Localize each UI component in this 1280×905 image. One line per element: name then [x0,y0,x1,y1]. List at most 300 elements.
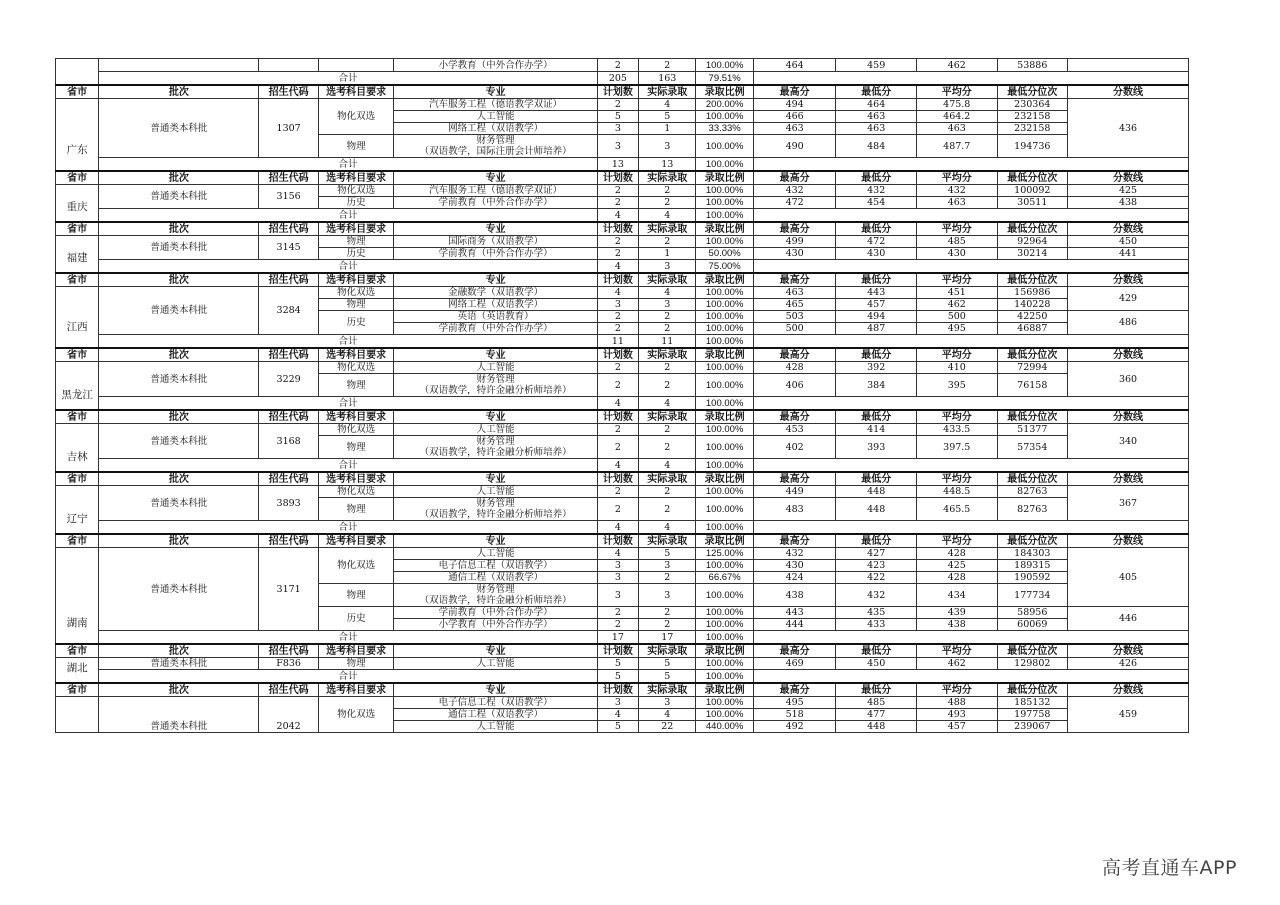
admission-ratio-cell: 100.00% [696,197,753,209]
column-header: 平均分 [916,644,997,658]
min-rank-cell: 230364 [997,99,1067,111]
min-score-cell: 464 [836,99,917,111]
column-header: 批次 [99,171,259,185]
plan-count-cell: 2 [597,374,638,397]
score-line-cell: 438 [1068,197,1189,209]
max-score-cell: 518 [753,709,836,721]
table-row [56,548,1189,560]
max-score-cell: 463 [753,287,836,299]
min-score-cell: 393 [836,436,917,459]
admission-ratio-cell: 440.00% [696,721,753,733]
max-score-cell: 483 [753,498,836,521]
column-header: 专业 [394,472,597,486]
total-ratio: 75.00% [696,260,753,274]
actual-admitted-cell: 2 [639,619,696,631]
header-row [56,683,1189,697]
min-rank-cell: 58956 [997,607,1067,619]
avg-score-cell: 395 [916,374,997,397]
province-cell: 福建 [56,236,99,274]
column-header: 批次 [99,222,259,236]
column-header: 实际录取 [639,534,696,548]
column-header: 选考科目要求 [318,85,394,99]
subject-requirement-cell: 物化双选 [318,697,394,733]
actual-admitted-cell: 2 [639,424,696,436]
min-score-cell: 494 [836,311,917,323]
column-header: 实际录取 [639,472,696,486]
batch-cell: 普通类本科批 [99,658,259,670]
column-header: 专业 [394,410,597,424]
admission-ratio-cell: 100.00% [696,185,753,197]
admission-ratio-cell: 100.00% [696,299,753,311]
total-actual: 17 [639,631,696,645]
column-header: 分数线 [1068,410,1189,424]
min-score-cell: 472 [836,236,917,248]
admission-ratio-cell: 100.00% [696,486,753,498]
column-header: 招生代码 [259,410,318,424]
plan-count-cell: 2 [597,486,638,498]
major-cell: 人工智能 [394,111,597,123]
plan-count-cell: 3 [597,572,638,584]
column-header: 实际录取 [639,644,696,658]
column-header: 最高分 [753,534,836,548]
major-cell: 人工智能 [394,658,597,670]
min-rank-cell: 194736 [997,135,1067,158]
actual-admitted-cell: 4 [639,709,696,721]
max-score-cell: 443 [753,607,836,619]
header-row [56,534,1189,548]
admission-ratio-cell: 100.00% [696,311,753,323]
province-cell: 黑龙江 [56,362,99,411]
max-score-cell: 424 [753,572,836,584]
total-plan: 4 [597,397,638,411]
avg-score-cell: 439 [916,607,997,619]
min-rank-cell: 82763 [997,498,1067,521]
column-header: 录取比例 [696,410,753,424]
column-header: 招生代码 [259,534,318,548]
province-cell: 广东 [56,99,99,172]
column-header: 录取比例 [696,222,753,236]
column-header: 分数线 [1068,644,1189,658]
column-header: 专业 [394,348,597,362]
admission-ratio-cell: 66.67% [696,572,753,584]
major-cell: 学前教育（中外合作办学） [394,607,597,619]
min-score-cell: 484 [836,135,917,158]
column-header: 最低分位次 [997,683,1067,697]
max-score-cell: 449 [753,486,836,498]
subject-requirement-cell: 物化双选 [318,548,394,584]
total-label: 合计 [99,459,597,473]
major-cell: 学前教育（中外合作办学） [394,197,597,209]
table-row [56,185,1189,197]
min-score-cell: 435 [836,607,917,619]
min-rank-cell: 177734 [997,584,1067,607]
column-header: 选考科目要求 [318,644,394,658]
max-score-cell: 463 [753,123,836,135]
min-rank-cell: 51377 [997,424,1067,436]
total-actual: 13 [639,158,696,172]
total-row [56,335,1189,349]
min-score-cell: 443 [836,287,917,299]
subject-requirement-cell: 物化双选 [318,486,394,498]
column-header: 计划数 [597,644,638,658]
plan-count-cell: 2 [597,362,638,374]
column-header: 平均分 [916,85,997,99]
major-cell: 网络工程（双语教学） [394,299,597,311]
column-header: 实际录取 [639,348,696,362]
column-header: 录取比例 [696,472,753,486]
major-cell: 学前教育（中外合作办学） [394,248,597,260]
total-actual: 4 [639,209,696,223]
avg-score-cell: 462 [916,299,997,311]
score-line-cell: 367 [1068,486,1189,521]
score-line-cell: 340 [1068,424,1189,459]
min-score-cell: 422 [836,572,917,584]
column-header: 招生代码 [259,171,318,185]
batch-cell: 普通类本科批 [99,99,259,158]
min-rank-cell: 72994 [997,362,1067,374]
total-row [56,158,1189,172]
table-row [56,99,1189,111]
actual-admitted-cell: 2 [639,311,696,323]
column-header: 招生代码 [259,472,318,486]
actual-admitted-cell: 3 [639,560,696,572]
min-rank-cell: 156986 [997,287,1067,299]
major-cell: 人工智能 [394,486,597,498]
plan-count-cell: 3 [597,584,638,607]
total-row [56,459,1189,473]
column-header: 分数线 [1068,683,1189,697]
actual-admitted-cell: 22 [639,721,696,733]
min-score-cell: 414 [836,424,917,436]
avg-score-cell: 463 [916,197,997,209]
column-header: 省市 [56,222,99,236]
actual-admitted-cell: 3 [639,697,696,709]
max-score-cell: 469 [753,658,836,670]
column-header: 招生代码 [259,222,318,236]
score-line-cell: 405 [1068,548,1189,607]
avg-score-cell: 500 [916,311,997,323]
subject-requirement-cell: 历史 [318,607,394,631]
actual-admitted-cell: 2 [639,486,696,498]
min-score-cell: 448 [836,498,917,521]
total-ratio: 100.00% [696,158,753,172]
column-header: 专业 [394,171,597,185]
batch-cell: 普通类本科批 [99,486,259,521]
admission-ratio-cell: 100.00% [696,236,753,248]
column-header: 分数线 [1068,85,1189,99]
total-label: 合计 [99,158,597,172]
total-ratio: 100.00% [696,209,753,223]
plan-count-cell: 4 [597,287,638,299]
major-cell [394,135,597,158]
avg-score-cell: 451 [916,287,997,299]
total-row [56,397,1189,411]
actual-admitted-cell: 3 [639,299,696,311]
plan-count-cell: 2 [597,236,638,248]
header-row [56,171,1189,185]
major-cell: 小学教育（中外合作办学） [394,59,597,72]
column-header: 分数线 [1068,273,1189,287]
admission-ratio-cell: 100.00% [696,323,753,335]
column-header: 批次 [99,273,259,287]
plan-count-cell: 4 [597,709,638,721]
column-header: 最低分 [836,644,917,658]
max-score-cell: 494 [753,99,836,111]
column-header: 选考科目要求 [318,273,394,287]
column-header: 省市 [56,273,99,287]
subject-requirement-cell: 物理 [318,299,394,311]
major-cell: 汽车服务工程（德语教学双证） [394,99,597,111]
column-header: 实际录取 [639,171,696,185]
total-ratio: 100.00% [696,521,753,535]
major-cell: 汽车服务工程（德语教学双证） [394,185,597,197]
column-header: 实际录取 [639,273,696,287]
column-header: 选考科目要求 [318,534,394,548]
column-header: 专业 [394,644,597,658]
total-actual: 4 [639,397,696,411]
min-score-cell: 487 [836,323,917,335]
plan-count-cell: 3 [597,299,638,311]
column-header: 最高分 [753,171,836,185]
plan-count-cell: 5 [597,111,638,123]
total-plan: 4 [597,459,638,473]
column-header: 录取比例 [696,348,753,362]
min-rank-cell: 184303 [997,548,1067,560]
column-header: 最低分位次 [997,472,1067,486]
column-header: 录取比例 [696,171,753,185]
score-line-cell: 446 [1068,607,1189,631]
plan-count-cell: 2 [597,311,638,323]
total-plan: 17 [597,631,638,645]
column-header: 专业 [394,534,597,548]
column-header: 选考科目要求 [318,222,394,236]
subject-requirement-cell: 物化双选 [318,99,394,135]
table-row [56,658,1189,670]
admission-code-cell: 3284 [259,287,318,335]
column-header: 最低分 [836,85,917,99]
admission-ratio-cell: 125.00% [696,548,753,560]
total-row [56,670,1189,684]
min-rank-cell: 92964 [997,236,1067,248]
major-cell: 国际商务（双语教学） [394,236,597,248]
admission-ratio-cell: 100.00% [696,584,753,607]
admission-code-cell: 3171 [259,548,318,631]
avg-score-cell: 465.5 [916,498,997,521]
column-header: 最低分 [836,171,917,185]
batch-cell: 普通类本科批 [99,185,259,209]
min-score-cell: 430 [836,248,917,260]
header-row [56,85,1189,99]
plan-count-cell: 2 [597,607,638,619]
admission-ratio-cell: 100.00% [696,374,753,397]
major-note: （双语教学，特许金融分析师培养） [419,447,572,458]
subject-requirement-cell: 历史 [318,248,394,260]
major-cell: 人工智能 [394,362,597,374]
column-header: 录取比例 [696,534,753,548]
max-score-cell: 499 [753,236,836,248]
score-line-cell: 486 [1068,311,1189,335]
admission-ratio-cell: 100.00% [696,424,753,436]
column-header: 选考科目要求 [318,683,394,697]
subject-requirement-cell: 物化双选 [318,362,394,374]
table-row [56,697,1189,709]
province-cell [56,697,99,733]
column-header: 最低分 [836,472,917,486]
major-name: 财务管理 [476,498,515,509]
total-ratio: 100.00% [696,670,753,684]
actual-admitted-cell: 2 [639,362,696,374]
column-header: 最高分 [753,348,836,362]
major-cell [394,374,597,397]
column-header: 平均分 [916,222,997,236]
max-score-cell: 453 [753,424,836,436]
subject-requirement-cell: 物理 [318,498,394,521]
column-header: 最低分 [836,534,917,548]
column-header: 省市 [56,644,99,658]
min-rank-cell: 30511 [997,197,1067,209]
total-label: 合计 [99,335,597,349]
column-header: 计划数 [597,472,638,486]
max-score-cell: 438 [753,584,836,607]
actual-admitted-cell: 2 [639,236,696,248]
min-rank-cell: 232158 [997,111,1067,123]
column-header: 最高分 [753,273,836,287]
actual-admitted-cell: 2 [639,197,696,209]
plan-count-cell: 2 [597,436,638,459]
column-header: 计划数 [597,410,638,424]
max-score-cell: 402 [753,436,836,459]
min-score-cell: 384 [836,374,917,397]
score-line-cell: 426 [1068,658,1189,670]
plan-count-cell: 5 [597,721,638,733]
admission-ratio-cell: 100.00% [696,619,753,631]
avg-score-cell: 462 [916,658,997,670]
total-plan: 13 [597,158,638,172]
avg-score-cell: 487.7 [916,135,997,158]
total-plan: 11 [597,335,638,349]
min-rank-cell: 239067 [997,721,1067,733]
column-header: 分数线 [1068,222,1189,236]
plan-count-cell: 2 [597,424,638,436]
max-score-cell: 444 [753,619,836,631]
max-score-cell: 490 [753,135,836,158]
min-rank-cell: 190592 [997,572,1067,584]
batch-cell: 普通类本科批 [99,548,259,631]
plan-count-cell: 2 [597,498,638,521]
column-header: 计划数 [597,683,638,697]
admission-ratio-cell: 50.00% [696,248,753,260]
major-cell: 人工智能 [394,548,597,560]
column-header: 计划数 [597,273,638,287]
subject-requirement-cell: 历史 [318,311,394,335]
column-header: 最低分位次 [997,273,1067,287]
avg-score-cell: 434 [916,584,997,607]
batch-cell: 普通类本科批 [99,362,259,397]
major-cell: 网络工程（双语教学） [394,123,597,135]
score-line-cell: 436 [1068,99,1189,158]
column-header: 批次 [99,348,259,362]
table-row [56,362,1189,374]
column-header: 最低分 [836,222,917,236]
subject-requirement-cell: 物理 [318,135,394,158]
avg-score-cell: 495 [916,323,997,335]
total-actual: 5 [639,670,696,684]
max-score-cell: 503 [753,311,836,323]
column-header: 最低分 [836,410,917,424]
major-name: 财务管理 [476,584,515,595]
column-header: 批次 [99,683,259,697]
column-header: 批次 [99,644,259,658]
column-header: 选考科目要求 [318,472,394,486]
min-score-cell: 423 [836,560,917,572]
min-score-cell: 450 [836,658,917,670]
avg-score-cell: 428 [916,572,997,584]
column-header: 分数线 [1068,171,1189,185]
avg-score-cell: 397.5 [916,436,997,459]
min-rank-cell: 129802 [997,658,1067,670]
column-header: 专业 [394,683,597,697]
admission-ratio-cell: 100.00% [696,135,753,158]
min-rank-cell: 82763 [997,486,1067,498]
total-plan: 5 [597,670,638,684]
admission-ratio-cell: 100.00% [696,658,753,670]
column-header: 最低分位次 [997,534,1067,548]
major-cell: 金融数学（双语教学） [394,287,597,299]
total-plan: 4 [597,209,638,223]
subject-requirement-cell: 物理 [318,436,394,459]
actual-admitted-cell: 2 [639,185,696,197]
actual-admitted-cell: 5 [639,658,696,670]
header-row [56,348,1189,362]
province-cell: 辽宁 [56,486,99,535]
column-header: 招生代码 [259,644,318,658]
province-cell: 重庆 [56,185,99,223]
max-score-cell: 495 [753,697,836,709]
table-row [56,486,1189,498]
header-row [56,222,1189,236]
avg-score-cell: 438 [916,619,997,631]
batch-cell: 普通类本科批 [99,424,259,459]
total-actual: 11 [639,335,696,349]
major-cell: 电子信息工程（双语教学） [394,697,597,709]
province-cell: 湖北 [56,658,99,684]
major-cell [394,498,597,521]
column-header: 最低分位次 [997,222,1067,236]
admission-code-cell: 1307 [259,99,318,158]
major-cell: 小学教育（中外合作办学） [394,619,597,631]
total-label: 合计 [99,670,597,684]
major-cell [394,436,597,459]
major-note: （双语教学，特许金融分析师培养） [419,595,572,606]
header-row [56,273,1189,287]
plan-count-cell: 2 [597,99,638,111]
major-cell: 英语（英语教育） [394,311,597,323]
column-header: 最高分 [753,85,836,99]
subject-requirement-cell: 物理 [318,584,394,607]
column-header: 计划数 [597,85,638,99]
admission-code-cell: 3145 [259,236,318,260]
score-line-cell: 441 [1068,248,1189,260]
admission-ratio-cell: 100.00% [696,709,753,721]
max-score-cell: 432 [753,185,836,197]
column-header: 计划数 [597,171,638,185]
column-header: 计划数 [597,348,638,362]
column-header: 招生代码 [259,348,318,362]
plan-count-cell: 2 [597,197,638,209]
column-header: 招生代码 [259,683,318,697]
plan-count-cell: 2 [597,323,638,335]
actual-admitted-cell: 2 [639,436,696,459]
